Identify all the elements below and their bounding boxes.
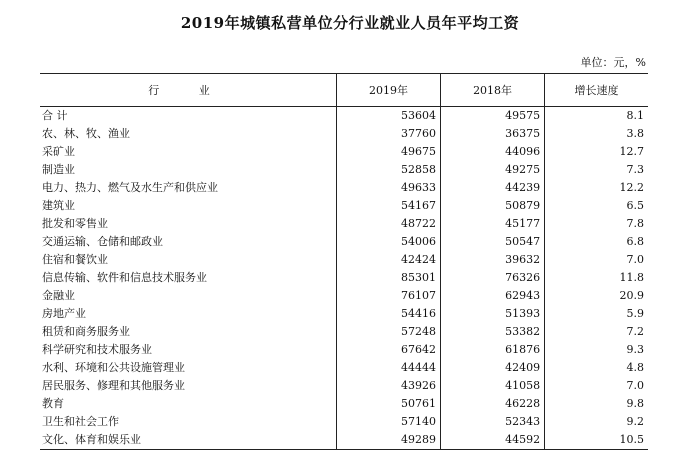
- table-row: [40, 215, 648, 233]
- row-value-2018: 53382: [441, 323, 545, 341]
- table-row: [40, 413, 648, 431]
- row-growth: 7.0: [545, 377, 648, 395]
- row-growth: 3.8: [545, 125, 648, 143]
- row-value-2019: 42424: [337, 251, 441, 269]
- row-value-2019: 76107: [337, 287, 441, 305]
- row-value-2018: 50879: [441, 197, 545, 215]
- row-value-2018: 46228: [441, 395, 545, 413]
- table-row: [40, 233, 648, 251]
- row-growth: 9.2: [545, 413, 648, 431]
- row-value-2018: 44592: [441, 431, 545, 450]
- table-row: [40, 179, 648, 197]
- wage-table: [40, 73, 648, 450]
- row-value-2018: 76326: [441, 269, 545, 287]
- row-value-2019: 37760: [337, 125, 441, 143]
- row-value-2019: 50761: [337, 395, 441, 413]
- row-growth: 20.9: [545, 287, 648, 305]
- row-industry: 批发和零售业: [42, 217, 108, 230]
- table-row: [40, 269, 648, 287]
- table-row: [40, 251, 648, 269]
- row-value-2018: 50547: [441, 233, 545, 251]
- table-body: [40, 107, 648, 450]
- row-growth: 9.8: [545, 395, 648, 413]
- header-industry: 行 业: [40, 74, 337, 107]
- row-growth: 11.8: [545, 269, 648, 287]
- table-row: [40, 197, 648, 215]
- row-growth: 12.2: [545, 179, 648, 197]
- table-row: [40, 323, 648, 341]
- row-value-2019: 49633: [337, 179, 441, 197]
- row-growth: 7.2: [545, 323, 648, 341]
- row-growth: 5.9: [545, 305, 648, 323]
- table-row: [40, 431, 648, 450]
- row-value-2018: 36375: [441, 125, 545, 143]
- row-industry: 合 计: [42, 109, 68, 122]
- row-value-2019: 53604: [337, 107, 441, 126]
- row-growth: 9.3: [545, 341, 648, 359]
- row-growth: 8.1: [545, 107, 648, 126]
- row-value-2018: 42409: [441, 359, 545, 377]
- row-value-2018: 49275: [441, 161, 545, 179]
- row-industry: 文化、体育和娱乐业: [40, 431, 337, 450]
- row-value-2019: 48722: [337, 215, 441, 233]
- table-row: [40, 125, 648, 143]
- row-industry: 居民服务、修理和其他服务业: [42, 379, 185, 392]
- row-value-2018: 44096: [441, 143, 545, 161]
- row-growth: 10.5: [545, 431, 648, 450]
- row-industry: 信息传输、软件和信息技术服务业: [42, 271, 207, 284]
- row-value-2018: 62943: [441, 287, 545, 305]
- row-growth: 7.0: [545, 251, 648, 269]
- table-row: [40, 395, 648, 413]
- row-value-2018: 41058: [441, 377, 545, 395]
- table-row: [40, 161, 648, 179]
- row-value-2018: 51393: [441, 305, 545, 323]
- row-growth: 6.5: [545, 197, 648, 215]
- header-2019: 2019年: [337, 74, 441, 107]
- row-industry: 建筑业: [42, 199, 75, 212]
- row-industry: 金融业: [42, 289, 75, 302]
- row-value-2019: 49675: [337, 143, 441, 161]
- header-2018: 2018年: [441, 74, 545, 107]
- row-value-2018: 49575: [441, 107, 545, 126]
- page-title: 2019年城镇私营单位分行业就业人员年平均工资: [180, 14, 520, 32]
- row-value-2019: 54416: [337, 305, 441, 323]
- row-value-2019: 85301: [337, 269, 441, 287]
- row-value-2019: 43926: [337, 377, 441, 395]
- row-growth: 6.8: [545, 233, 648, 251]
- row-growth: 7.8: [545, 215, 648, 233]
- row-value-2018: 52343: [441, 413, 545, 431]
- row-value-2018: 45177: [441, 215, 545, 233]
- row-industry: 采矿业: [42, 145, 75, 158]
- table-row: [40, 287, 648, 305]
- row-industry: 电力、热力、燃气及水生产和供应业: [42, 181, 218, 194]
- row-growth: 7.3: [545, 161, 648, 179]
- row-value-2018: 39632: [441, 251, 545, 269]
- row-value-2019: 57140: [337, 413, 441, 431]
- table-row: [40, 377, 648, 395]
- row-industry: 制造业: [42, 163, 75, 176]
- row-value-2019: 67642: [337, 341, 441, 359]
- header-growth: 增长速度: [545, 74, 648, 107]
- table-row: [40, 341, 648, 359]
- row-industry: 水利、环境和公共设施管理业: [42, 361, 185, 374]
- row-industry: 农、林、牧、渔业: [42, 127, 130, 140]
- row-industry: 交通运输、仓储和邮政业: [42, 235, 163, 248]
- unit-note: 单位：元，%: [580, 56, 646, 69]
- row-industry: 租赁和商务服务业: [42, 325, 130, 338]
- row-growth: 4.8: [545, 359, 648, 377]
- row-value-2019: 52858: [337, 161, 441, 179]
- row-value-2019: 44444: [337, 359, 441, 377]
- row-value-2018: 44239: [441, 179, 545, 197]
- row-value-2019: 54167: [337, 197, 441, 215]
- table-row: [40, 305, 648, 323]
- row-value-2019: 49289: [337, 431, 441, 450]
- row-value-2018: 61876: [441, 341, 545, 359]
- table-row: [40, 143, 648, 161]
- row-industry: 教育: [42, 397, 64, 410]
- table-row: [40, 359, 648, 377]
- row-value-2019: 57248: [337, 323, 441, 341]
- row-industry: 科学研究和技术服务业: [42, 343, 152, 356]
- table-row: [40, 107, 648, 126]
- row-growth: 12.7: [545, 143, 648, 161]
- row-industry: 卫生和社会工作: [42, 415, 119, 428]
- row-industry: 房地产业: [42, 307, 86, 320]
- row-industry: 住宿和餐饮业: [42, 253, 108, 266]
- row-value-2019: 54006: [337, 233, 441, 251]
- table-header-row: [40, 74, 648, 107]
